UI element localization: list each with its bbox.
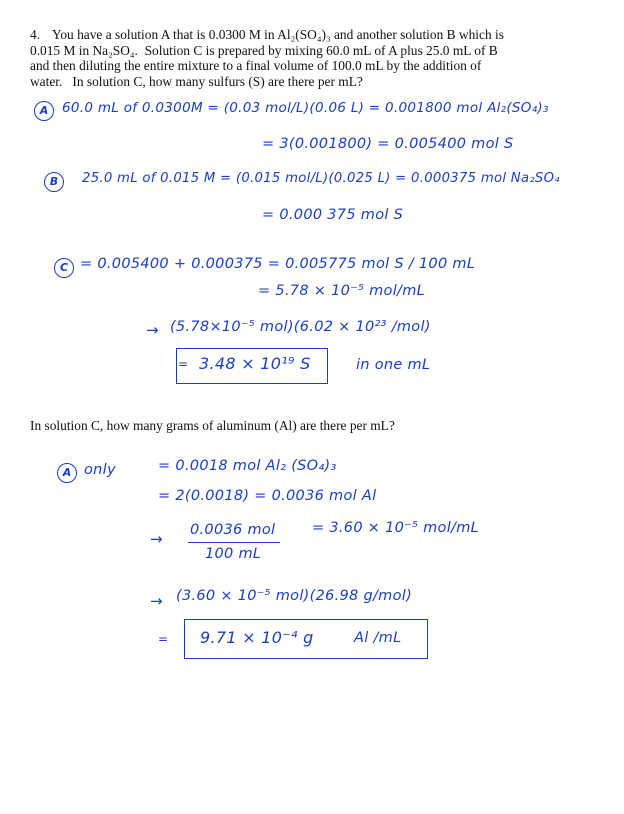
- problem-number: 4.: [30, 27, 41, 42]
- work2-line2: = 2(0.0018) = 0.0036 mol Al: [158, 488, 377, 504]
- problem-line: [30, 27, 592, 43]
- box-equals: =: [158, 632, 169, 646]
- problem-statement: [30, 27, 592, 89]
- answer-sulfur: 3.48 × 10¹⁹ S: [199, 354, 311, 373]
- work2-line1: = 0.0018 mol Al₂ (SO₄)₃: [158, 458, 337, 474]
- fraction-bar: [188, 542, 280, 543]
- answer-aluminum: 9.71 × 10⁻⁴ g: [200, 628, 314, 647]
- circled-label-a2: A: [57, 463, 77, 483]
- arrow-icon: →: [150, 530, 163, 548]
- work-line-b2: = 0.000 375 mol S: [262, 207, 404, 223]
- work-line-a2: = 3(0.001800) = 0.005400 mol S: [262, 136, 514, 152]
- arrow-icon: →: [146, 321, 159, 339]
- arrow-icon: →: [150, 592, 163, 610]
- circled-label-c: C: [54, 258, 74, 278]
- work2-line4: (3.60 × 10⁻⁵ mol)(26.98 g/mol): [176, 588, 413, 604]
- work-line-c3: (5.78×10⁻⁵ mol)(6.02 × 10²³ /mol): [170, 319, 431, 335]
- question-aluminum: In solution C, how many grams of aluminum (Al) are there per mL?: [30, 418, 395, 433]
- box-equals: =: [178, 357, 189, 371]
- work-line-a1: 60.0 mL of 0.0300M = (0.03 mol/L)(0.06 L) = 0.001800 mol Al₂(SO₄)₃: [62, 100, 549, 116]
- answer-aluminum-unit: Al /mL: [354, 630, 402, 646]
- problem-line-text: water. In solution C, how many sulfurs (S) are there per mL?: [30, 73, 363, 89]
- fraction-result: = 3.60 × 10⁻⁵ mol/mL: [312, 520, 480, 536]
- work-only: only: [84, 462, 116, 478]
- problem-line-text: You have a solution A that is 0.0300 M in Al₂(SO₄)₃ and another solution B which is: [52, 27, 504, 42]
- answer-sulfur-unit: in one mL: [356, 357, 431, 373]
- problem-line-text: and then diluting the entire mixture to a final volume of 100.0 mL by the addition of: [30, 58, 482, 74]
- work-line-c2: = 5.78 × 10⁻⁵ mol/mL: [258, 283, 426, 299]
- work-line-c1: = 0.005400 + 0.000375 = 0.005775 mol S / 100 mL: [80, 256, 476, 272]
- fraction-denominator: 100 mL: [205, 546, 262, 562]
- fraction-numerator: 0.0036 mol: [190, 522, 276, 538]
- work-line-b1: 25.0 mL of 0.015 M = (0.015 mol/L)(0.025 L) = 0.000375 mol Na₂SO₄: [82, 171, 560, 186]
- circled-label-a: A: [34, 101, 54, 121]
- problem-line-text: 0.015 M in Na₂SO₄. Solution C is prepared by mixing 60.0 mL of A plus 25.0 mL of B: [30, 42, 498, 58]
- circled-label-b: B: [44, 172, 64, 192]
